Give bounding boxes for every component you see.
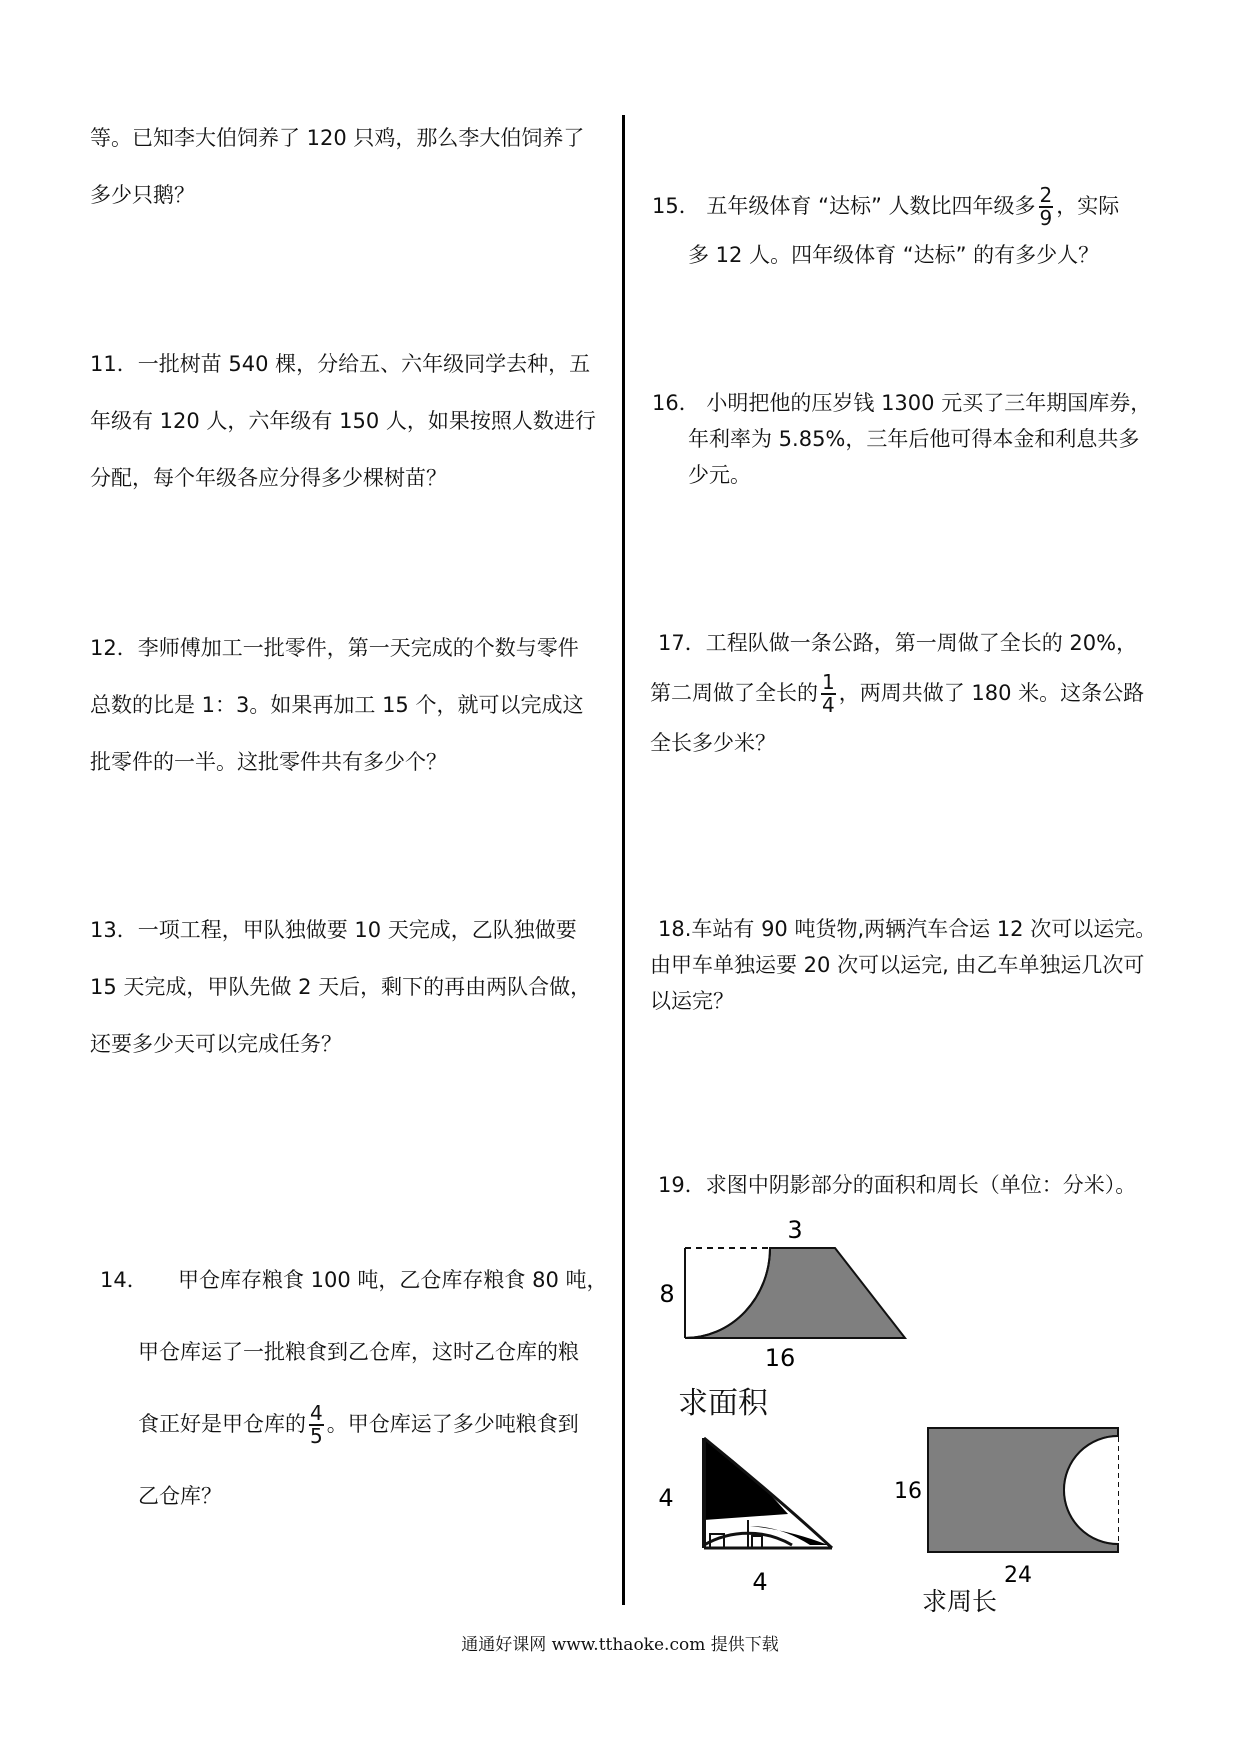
q15-line-2: 多 12 人。四年级体育 “达标” 的有多少人？	[688, 243, 1100, 267]
fraction-numerator: 1	[822, 670, 835, 694]
label-bottom-4: 4	[752, 1568, 768, 1596]
q14-line-2: 甲仓库运了一批粮食到乙仓库，这时乙仓库的粮	[138, 1340, 579, 1364]
question-17	[650, 618, 1144, 768]
label-bottom-24: 24	[1004, 1563, 1032, 1588]
fraction-1-4	[821, 672, 836, 716]
q19-line-1: 19．求图中阴影部分的面积和周长（单位：分米）。	[658, 1173, 1137, 1197]
fraction-numerator: 2	[1039, 183, 1053, 207]
q12-line-2: 总数的比是 1：3。如果再加工 15 个，就可以完成这	[90, 693, 584, 717]
q17-line-2b: ，两周共做了 180 米。这条公路	[838, 681, 1145, 705]
q10-line-1: 等。已知李大伯饲养了 120 只鸡，那么李大伯饲养了	[90, 126, 585, 150]
question-15	[652, 178, 1119, 284]
q11-line-1: 11．一批树苗 540 棵，分给五、六年级同学去种，五	[90, 352, 591, 376]
label-left-4: 4	[658, 1484, 674, 1512]
fraction-2-9	[1039, 185, 1054, 229]
q14-line-4: 乙仓库？	[138, 1484, 222, 1508]
shaded-region	[685, 1248, 905, 1338]
q10-line-2: 多少只鹅？	[90, 183, 195, 207]
q18-line-3: 以运完？	[650, 989, 734, 1013]
q14-number: 14．	[100, 1268, 148, 1292]
q14-line-1	[100, 1244, 608, 1316]
question-19	[658, 1165, 1136, 1205]
q15-line-1a: 15． 五年级体育 “达标” 人数比四年级多	[652, 194, 1036, 218]
q14-line-3a: 食正好是甲仓库的	[138, 1412, 306, 1436]
question-10-continued	[90, 110, 584, 224]
label-left-16: 16	[894, 1479, 922, 1504]
fraction-4-5	[309, 1403, 324, 1447]
q16-line-3: 少元。	[688, 463, 751, 487]
q14-line-1-text: 甲仓库存粮食 100 吨，乙仓库存粮食 80 吨，	[178, 1268, 608, 1292]
q17-line-3: 全长多少米？	[650, 731, 776, 755]
figure-quarter-circle	[650, 1430, 850, 1600]
fraction-denominator: 9	[1039, 206, 1053, 230]
label-top-3: 3	[787, 1216, 803, 1244]
question-12	[90, 620, 583, 791]
q17-line-1: 17．工程队做一条公路，第一周做了全长的 20%，	[658, 631, 1138, 655]
q14-line-3	[100, 1388, 608, 1460]
q17-line-2a: 第二周做了全长的	[650, 681, 818, 705]
q17-line-2	[650, 668, 1144, 718]
q18-line-1: 18.车站有 90 吨货物,两辆汽车合运 12 次可以运完。	[658, 917, 1157, 941]
figure-rectangle-semicircle	[888, 1420, 1133, 1590]
q16-line-1: 16． 小明把他的压岁钱 1300 元买了三年期国库券，	[652, 391, 1152, 415]
shaded-triangle-region	[704, 1438, 788, 1520]
q11-line-2: 年级有 120 人，六年级有 150 人，如果按照人数进行	[90, 409, 596, 433]
q16-line-2: 年利率为 5.85%，三年后他可得本金和利息共多	[688, 427, 1140, 451]
q14-line-3b: 。甲仓库运了多少吨粮食到	[326, 1412, 579, 1436]
q12-line-3: 批零件的一半。这批零件共有多少个？	[90, 750, 447, 774]
fraction-denominator: 4	[822, 693, 835, 717]
q12-line-1: 12．李师傅加工一批零件，第一天完成的个数与零件	[90, 636, 579, 660]
question-18	[650, 911, 1156, 1019]
question-16	[652, 385, 1151, 493]
question-13	[90, 902, 591, 1073]
figure-shaded-trapezoid	[655, 1210, 925, 1370]
q13-line-3: 还要多少天可以完成任务？	[90, 1032, 342, 1056]
fraction-denominator: 5	[310, 1424, 323, 1448]
column-divider	[622, 115, 625, 1605]
question-11	[90, 336, 596, 507]
label-left-8: 8	[659, 1280, 675, 1308]
q13-line-1: 13．一项工程，甲队独做要 10 天完成，乙队独做要	[90, 918, 577, 942]
area-caption: 求面积	[678, 1386, 768, 1421]
right-angle-mark-mid	[752, 1536, 762, 1548]
page-footer: 通通好课网 www.tthaoke.com 提供下载	[461, 1635, 779, 1655]
perimeter-caption: 求周长	[922, 1587, 998, 1616]
label-bottom-16: 16	[764, 1344, 796, 1370]
q15-line-1b: ，实际	[1056, 194, 1120, 218]
q18-line-2: 由甲车单独运要 20 次可以运完, 由乙车单独运几次可	[650, 953, 1145, 977]
q11-line-3: 分配，每个年级各应分得多少棵树苗？	[90, 466, 447, 490]
question-14	[100, 1244, 608, 1532]
fraction-numerator: 4	[310, 1401, 323, 1425]
q13-line-2: 15 天完成，甲队先做 2 天后，剩下的再由两队合做，	[90, 975, 592, 999]
